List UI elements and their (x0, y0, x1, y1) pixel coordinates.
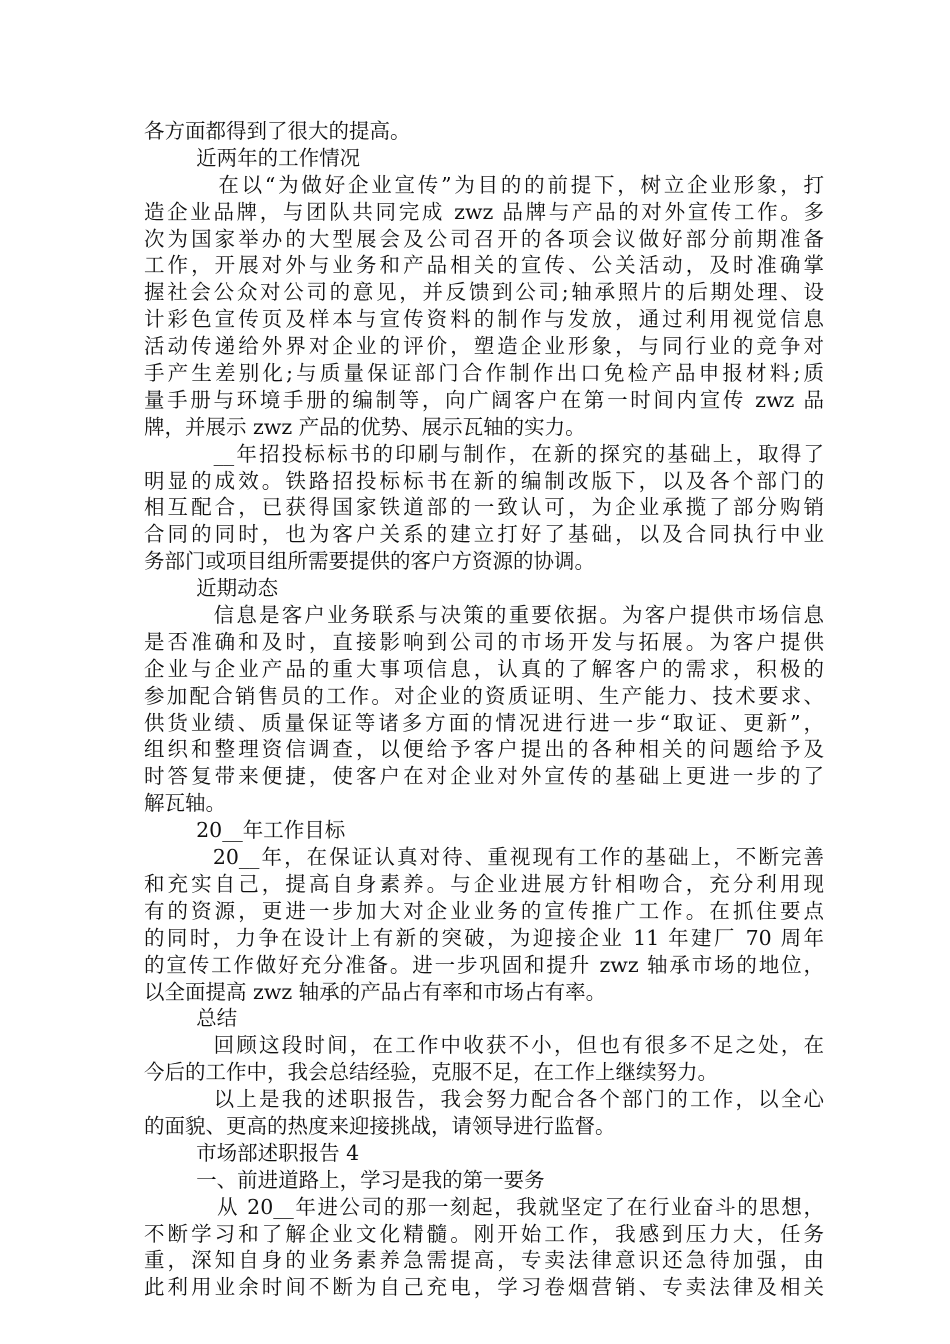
text-line: 参加配合销售员的工作。对企业的资质证明、生产能力、技术要求、 (144, 683, 824, 708)
document-body (144, 118, 824, 1301)
text-line: 牌，并展示 zwz 产品的优势、展示瓦轴的实力。 (144, 414, 586, 439)
text-line: 市场部述职报告 4 (144, 1140, 360, 1165)
text-line: 近两年的工作情况 (144, 145, 361, 170)
text-line: 企业与企业产品的重大事项信息，认真的了解客户的需求，积极的 (144, 656, 824, 681)
text-line: 活动传递给外界对企业的评价，塑造企业形象，与同行业的竞争对 (144, 334, 824, 359)
text-line: 总结 (144, 1006, 238, 1031)
text-line: 20__年工作目标 (144, 818, 346, 843)
text-line: 工作，开展对外与业务和产品相关的宣传、公关活动，及时准确掌 (144, 253, 824, 278)
text-line: 合同的同时，也为客户关系的建立打好了基础，以及合同执行中业 (144, 522, 824, 547)
text-line: 重，深知自身的业务素养急需提高，专卖法律意识还急待加强，由 (144, 1248, 824, 1273)
text-line: 手产生差别化;与质量保证部门合作制作出口免检产品申报材料;质 (144, 361, 824, 386)
text-line: 从 20__年进公司的那一刻起，我就坚定了在行业奋斗的思想， (216, 1194, 824, 1219)
text-line: 各方面都得到了很大的提高。 (144, 119, 411, 143)
text-line: 今后的工作中，我会总结经验，克服不足，在工作上继续努力。 (144, 1060, 718, 1085)
text-line: 的面貌、更高的热度来迎接挑战，请领导进行监督。 (144, 1113, 616, 1138)
text-line: 供货业绩、质量保证等诸多方面的情况进行进一步“取证、更新”， (144, 710, 824, 735)
text-line: 时答复带来便捷，使客户在对企业对外宣传的基础上更进一步的了 (144, 764, 824, 789)
text-line: 造企业品牌，与团队共同完成 zwz 品牌与产品的对外宣传工作。多 (144, 199, 824, 224)
text-line: 次为国家举办的大型展会及公司召开的各项会议做好部分前期准备 (144, 226, 824, 251)
text-line: 的宣传工作做好充分准备。进一步巩固和提升 zwz 轴承市场的地位， (144, 952, 824, 977)
text-line: 是否准确和及时，直接影响到公司的市场开发与拓展。为客户提供 (144, 629, 824, 654)
text-line: 以全面提高 zwz 轴承的产品占有率和市场占有率。 (144, 979, 607, 1004)
text-line: 20__年，在保证认真对待、重视现有工作的基础上，不断完善 (212, 845, 824, 870)
text-line: 握社会公众对公司的意见，并反馈到公司;轴承照片的后期处理、设 (144, 280, 824, 305)
text-line: 的同时，力争在设计上有新的突破，为迎接企业 11 年建厂 70 周年 (144, 925, 824, 950)
text-line: 此利用业余时间不断为自己充电，学习卷烟营销、专卖法律及相关 (144, 1275, 824, 1300)
text-line: 有的资源，更进一步加大对企业业务的宣传推广工作。在抓住要点 (144, 898, 824, 923)
text-line: 相互配合，已获得国家铁道部的一致认可，为企业承揽了部分购销 (144, 495, 824, 520)
text-line: 以上是我的述职报告，我会努力配合各个部门的工作，以全心 (213, 1087, 825, 1112)
text-line: 不断学习和了解企业文化精髓。刚开始工作，我感到压力大，任务 (144, 1221, 824, 1246)
text-line: 信息是客户业务联系与决策的重要依据。为客户提供市场信息 (213, 603, 825, 628)
text-line: __年招投标标书的印刷与制作，在新的探究的基础上，取得了 (213, 441, 825, 466)
text-line: 量手册与环境手册的编制等，向广阔客户在第一时间内宣传 zwz 品 (144, 387, 824, 412)
text-line: 回顾这段时间，在工作中收获不小，但也有很多不足之处，在 (213, 1033, 825, 1058)
text-line: 组织和整理资信调查，以便给予客户提出的各种相关的问题给予及 (144, 737, 824, 762)
text-line: 务部门或项目组所需要提供的客户方资源的协调。 (144, 549, 595, 574)
text-line: 计彩色宣传页及样本与宣传资料的制作与发放，通过利用视觉信息 (144, 307, 824, 332)
text-line: 在以“为做好企业宣传”为目的的前提下，树立企业形象，打 (218, 172, 824, 197)
text-line: 明显的成效。铁路招投标标书在新的编制改版下，以及各个部门的 (144, 468, 824, 493)
text-line: 近期动态 (144, 576, 279, 601)
text-line: 和充实自己，提高自身素养。与企业进展方针相吻合，充分利用现 (144, 871, 824, 896)
text-line: 一、前进道路上，学习是我的第一要务 (144, 1167, 545, 1192)
text-line: 解瓦轴。 (144, 791, 226, 816)
